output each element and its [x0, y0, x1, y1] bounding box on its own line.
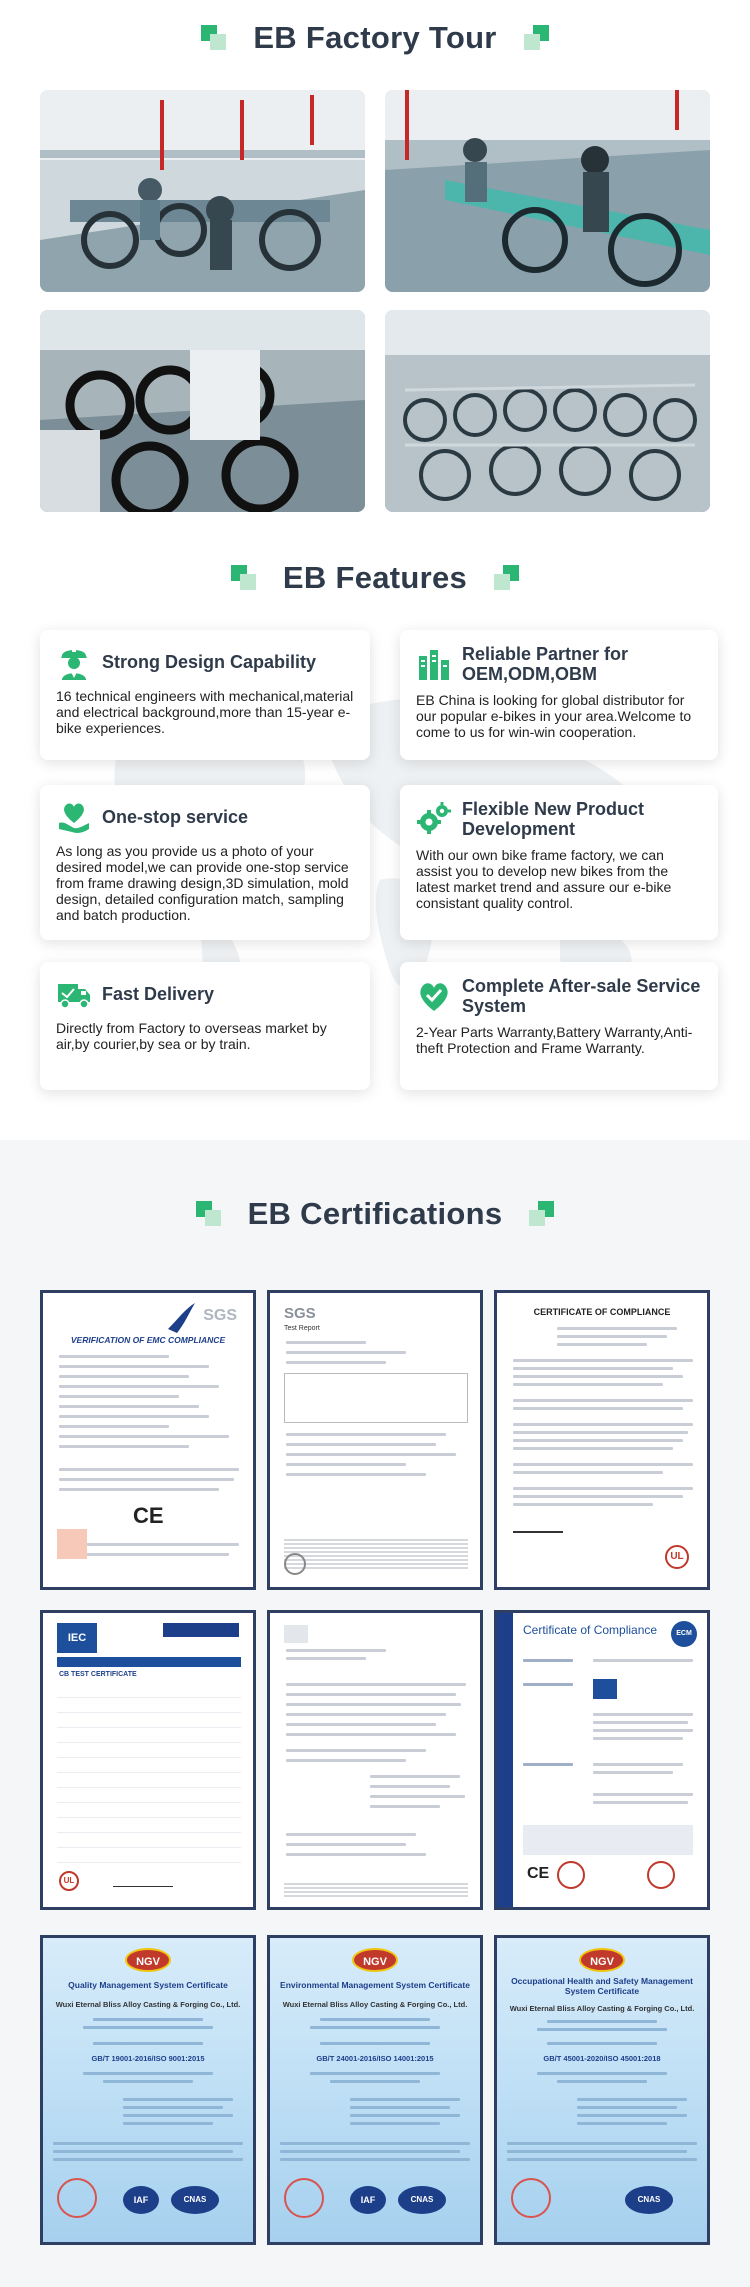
cert-company: Wuxi Eternal Bliss Alloy Casting & Forging Co., Ltd.: [55, 2000, 241, 2009]
feature-title: Strong Design Capability: [102, 652, 317, 672]
decor-squares-left: [196, 1201, 222, 1227]
decor-squares-right: [523, 25, 549, 51]
cert-heading: Occupational Health and Safety Management System Certificate: [511, 1976, 693, 1996]
factory-title: EB Factory Tour: [253, 20, 497, 55]
factory-photo-1: [40, 90, 365, 292]
cert-company: Wuxi Eternal Bliss Alloy Casting & Forging Co., Ltd.: [509, 2004, 695, 2013]
decor-squares-right: [493, 565, 519, 591]
truck-icon: [56, 976, 92, 1012]
features-title: EB Features: [282, 560, 468, 595]
iec-logo: IEC: [57, 1623, 97, 1653]
cert-standard: GB/T 45001-2020/ISO 45001:2018: [543, 2054, 661, 2063]
ngv-logo: NGV: [125, 1948, 171, 1972]
feature-card-development: [400, 785, 718, 940]
feature-text: With our own bike frame factory, we can assist you to develop new bikes from the latest market trend and assure our e-bike consistant quality control.: [416, 847, 672, 911]
cert-heading: VERIFICATION OF EMC COMPLIANCE: [70, 1335, 226, 1345]
certificate-iso45001: [494, 1935, 710, 2245]
certificate-compliance-ul: [494, 1290, 710, 1590]
feature-title: Fast Delivery: [102, 984, 215, 1004]
feature-text: EB China is looking for global distributor for our popular e-bikes in your area.Welcome to come to us for win-win cooperation.: [416, 692, 692, 740]
feature-text: Directly from Factory to overseas market by air,by courier,by sea or by train.: [56, 1020, 327, 1052]
cert-heading: Quality Management System Certificate: [68, 1980, 228, 1990]
ce-mark: CE: [527, 1865, 550, 1882]
feature-card-aftersale: [400, 962, 718, 1090]
cert-heading: Certificate of Compliance: [523, 1623, 658, 1637]
cnas-logo: CNAS: [398, 2186, 446, 2214]
feature-title: Flexible New Product Development: [462, 799, 645, 839]
factory-photo-2: [385, 90, 710, 292]
ngv-logo: NGV: [352, 1948, 398, 1972]
certificate-emc: [40, 1290, 256, 1590]
decor-squares-left: [201, 25, 227, 51]
heart-hand-icon: [56, 799, 92, 835]
ul-mark: UL: [665, 1545, 689, 1569]
cert-standard: GB/T 24001-2016/ISO 14001:2015: [316, 2054, 434, 2063]
cert-heading: CERTIFICATE OF COMPLIANCE: [533, 1307, 671, 1317]
feature-card-partner: [400, 630, 718, 760]
certificate-ecm: [494, 1610, 710, 1910]
ul-mark: UL: [59, 1871, 79, 1891]
heart-check-icon: [416, 978, 452, 1014]
engineer-icon: [56, 644, 92, 680]
factory-title-block: [0, 20, 750, 56]
certifications-title: EB Certifications: [247, 1196, 503, 1231]
features-title-block: [0, 560, 750, 596]
gears-icon: [416, 801, 452, 837]
certificate-test-report: [267, 1290, 483, 1590]
feature-title: Complete After-sale Service System: [462, 976, 701, 1016]
iaf-logo: IAF: [123, 2186, 159, 2214]
certificate-iso14001: [267, 1935, 483, 2245]
feature-title: One-stop service: [102, 807, 249, 827]
cert-brand: SGS: [203, 1307, 237, 1324]
decor-squares-left: [231, 565, 257, 591]
certifications-title-block: [0, 1196, 750, 1232]
cert-company: Wuxi Eternal Bliss Alloy Casting & Forging Co., Ltd.: [282, 2000, 468, 2009]
feature-card-delivery: [40, 962, 370, 1090]
iaf-logo: IAF: [350, 2186, 386, 2214]
feature-card-onestop: [40, 785, 370, 940]
cnas-logo: CNAS: [171, 2186, 219, 2214]
stamp-mark: [57, 1529, 87, 1559]
feature-text: 2-Year Parts Warranty,Battery Warranty,Anti-theft Protection and Frame Warranty.: [416, 1024, 693, 1056]
cert-heading: Environmental Management System Certificate: [280, 1980, 470, 1990]
cert-heading: CB TEST CERTIFICATE: [59, 1671, 137, 1678]
ngv-logo: NGV: [579, 1948, 625, 1972]
ce-mark: CE: [133, 1503, 164, 1528]
factory-photo-3: [40, 310, 365, 512]
certificate-document: [267, 1610, 483, 1910]
decor-squares-right: [528, 1201, 554, 1227]
feature-text: As long as you provide us a photo of your desired model,we can provide one-stop service from frame drawing design,3D simulation, mold design, detailed configuration match, sampling and batch production.: [56, 843, 349, 923]
factory-photo-4: [385, 310, 710, 512]
feature-title: Reliable Partner for OEM,ODM,OBM: [462, 644, 629, 684]
cert-brand: SGS: [284, 1305, 316, 1322]
cnas-logo: CNAS: [625, 2186, 673, 2214]
ecm-logo: ECM: [671, 1621, 697, 1647]
chart-bars-icon: [416, 646, 452, 682]
cert-standard: GB/T 19001-2016/ISO 9001:2015: [91, 2054, 205, 2063]
eagle-logo-icon: [163, 1299, 203, 1339]
certificate-cb: [40, 1610, 256, 1910]
feature-text: 16 technical engineers with mechanical,material and electrical background,more than 15-year e-bike experiences.: [56, 688, 354, 736]
certificate-iso9001: [40, 1935, 256, 2245]
cert-heading: Test Report: [284, 1325, 320, 1332]
feature-card-design: [40, 630, 370, 760]
